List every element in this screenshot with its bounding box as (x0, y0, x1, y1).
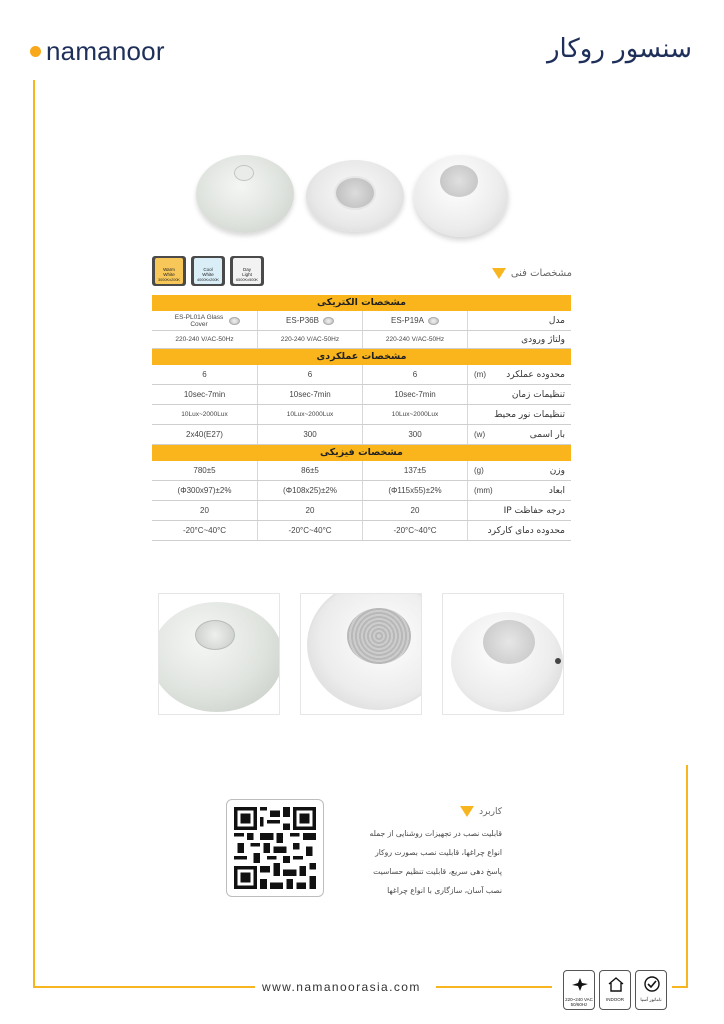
product-thumb-icon (428, 317, 439, 325)
specs-heading: مشخصات فنی (492, 268, 572, 279)
website-link[interactable]: www.namanoorasia.com (262, 980, 421, 994)
product-photo-p36b (300, 593, 422, 715)
house-icon (607, 976, 625, 992)
model-cell-3: ES-PL01A Glass Cover (152, 311, 257, 330)
product-image-p36b (306, 160, 404, 232)
color-temp-day: Day Light 6500K±500K (230, 256, 264, 286)
product-thumb-icon (229, 317, 240, 325)
color-temp-warm: Warm White 3000K±200K (152, 256, 186, 286)
footer-badges (563, 970, 667, 1010)
triangle-marker-icon (492, 268, 506, 279)
label-range: محدوده عملکرد (m) (467, 365, 571, 384)
label-model: مدل (467, 311, 571, 330)
triangle-marker-icon (460, 806, 474, 817)
table-row-voltage: 220-240 V/AC-50Hz 220-240 V/AC-50Hz 220-240 V/AC-50Hz ولتاژ ورودی (152, 331, 571, 349)
brand-logo (30, 36, 165, 67)
label-ambient: تنظیمات نور محیط (467, 405, 571, 424)
label-load: بار اسمی (w) (467, 425, 571, 444)
color-temperature-badges (152, 256, 264, 286)
label-ip: درجه حفاظت IP (467, 501, 571, 520)
usage-text: قابلیت نصب در تجهیزات روشنایی از جمله انواع چراغها، قابلیت نصب بصورت روکار پاسخ دهی سریع، قابلیت تنظیم حساسیت نصب آسان، سازگاری با انواع چراغها (369, 829, 502, 895)
model-cell-1: ES-P19A (362, 311, 467, 330)
voltage-bird-icon (571, 976, 589, 992)
label-time: تنظیمات زمان (467, 385, 571, 404)
product-thumb-icon (323, 317, 334, 325)
label-voltage: ولتاژ ورودی (467, 331, 571, 348)
brand-dot-icon (30, 46, 41, 57)
indoor-badge: INDOOR (599, 970, 631, 1010)
section-physical: مشخصات فیزیکی (152, 445, 571, 461)
table-row-model (152, 311, 571, 331)
section-performance: مشخصات عملکردی (152, 349, 571, 365)
table-row-range: 6 6 6 محدوده عملکرد (m) (152, 365, 571, 385)
table-row-ip: 20 20 20 درجه حفاظت IP (152, 501, 571, 521)
usage-heading: کاربرد (460, 806, 502, 817)
seal-icon (643, 976, 661, 992)
table-row-load: 2x40(E27) 300 300 بار اسمی (w) (152, 425, 571, 445)
table-row-ambient: 10Lux~2000Lux 10Lux~2000Lux 10Lux~2000Lux تنظیمات نور محیط (152, 405, 571, 425)
spec-table (152, 295, 571, 541)
table-row-temp: -20°C~40°C -20°C~40°C -20°C~40°C محدوده دمای کارکرد (152, 521, 571, 541)
product-photo-p19a (442, 593, 564, 715)
table-row-dims: (Φ300x97)±2% (Φ108x25)±2% (Φ115x55)±2% ابعاد (mm) (152, 481, 571, 501)
table-row-time: 10sec-7min 10sec-7min 10sec-7min تنظیمات زمان (152, 385, 571, 405)
quality-badge: نامانور آسیا (635, 970, 667, 1010)
product-image-p19a (414, 155, 508, 237)
frame-line-right (686, 765, 688, 987)
label-dims: ابعاد (mm) (467, 481, 571, 500)
frame-line-bottom-right (436, 986, 552, 988)
frame-line-bottom-corner (672, 986, 688, 988)
product-image-pl01a (196, 155, 294, 233)
frame-line-left (33, 80, 35, 986)
brand-name: namanoor (46, 36, 165, 66)
section-electrical: مشخصات الکتریکی (152, 295, 571, 311)
product-photo-pl01a (158, 593, 280, 715)
table-row-weight: 780±5 86±5 137±5 وزن (g) (152, 461, 571, 481)
label-weight: وزن (g) (467, 461, 571, 480)
model-cell-2: ES-P36B (257, 311, 362, 330)
voltage-badge: 220~240 VAC 50/60Hz (563, 970, 595, 1010)
label-temp: محدوده دمای کارکرد (467, 521, 571, 540)
frame-line-bottom-left (33, 986, 255, 988)
color-temp-cool: Cool White 4000K±200K (191, 256, 225, 286)
page-title: سنسور روکار (546, 34, 692, 64)
